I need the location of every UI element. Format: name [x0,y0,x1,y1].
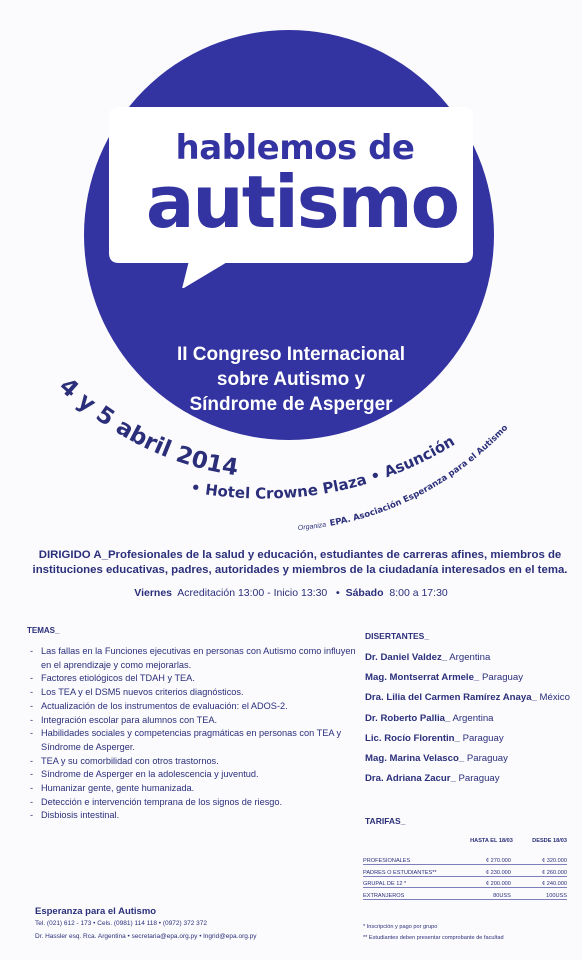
table-row [363,888,567,900]
list-item: - Detección e intervención temprana de los signos de riesgo. [29,796,359,810]
hero-title-small: hablemos de [175,128,415,168]
temas-heading: TEMAS_ [27,626,60,635]
speaker-country: Paraguay [462,732,504,744]
speaker-name: Mag. Marina Velasco_ [365,753,465,765]
fee-late: 100USS [523,888,567,900]
organizer-label: Organiza [297,521,327,532]
speaker-item [365,709,577,729]
fee-label: PADRES O ESTUDIANTES** [363,865,456,877]
speaker-name: Dra. Lilia del Carmen Ramírez Anaya_ [365,692,537,704]
speaker-country: Paraguay [466,753,508,765]
congress-line: II Congreso Internacional [176,344,406,365]
table-row [363,876,567,888]
speaker-country: Argentina [452,712,494,724]
fee-early: ¢ 230.000 [456,865,523,877]
list-item: - Síndrome de Asperger en la adolescencia y juventud. [29,768,359,782]
footer-phones: Tel. (021) 612 - 173 • Cels. (0981) 114 118 • (0972) 372 372 [35,920,207,927]
speaker-item [365,648,577,668]
schedule-day1-times: Acreditación 13:00 - Inicio 13:30 [177,587,328,599]
speaker-item [365,769,577,789]
fee-label: PROFESIONALES [363,853,456,865]
event-date: 4 y 5 abril 2014 [54,373,241,482]
speaker-country: México [539,692,570,704]
speaker-item [365,729,577,749]
footer-org-name: Esperanza para el Autismo [35,906,157,917]
list-item: - Humanizar gente, gente humanizada. [29,782,359,796]
schedule [0,587,582,599]
list-item: - Disbiosis intestinal. [29,809,359,823]
congress-line: sobre Autismo y [216,369,366,390]
speaker-item [365,688,577,708]
list-item: - Habilidades sociales y competencias pragmáticas en personas con TEA y Síndrome de Asperger. [29,727,359,754]
event-organizer [298,423,511,532]
list-item: - Actualización de los instrumentos de evaluación: el ADOS-2. [29,700,359,714]
list-item: - Factores etiológicos del TDAH y TEA. [29,672,359,686]
list-item: - Las fallas en la Funciones ejecutivas en personas con Autismo como influyen en el aprendizaje y como mejorarlas. [29,645,359,672]
speaker-name: Lic. Rocío Florentin_ [365,732,460,744]
speaker-country: Argentina [449,652,491,663]
hero-title-big: autismo [145,160,459,244]
list-item: - TEA y su comorbilidad con otros trastornos. [29,755,359,769]
temas-list [29,645,359,823]
speaker-name: Dr. Daniel Valdez_ [365,652,448,663]
schedule-day2-times: 8:00 a 17:30 [389,587,448,599]
fees-notes [363,920,578,945]
fee-late: ¢ 320.000 [523,853,567,865]
fee-early: ¢ 200.000 [456,876,523,888]
congress-line: Síndrome de Asperger [189,394,393,415]
congress-title [100,342,482,417]
organizer-name: EPA. Asociación Esperanza para el Autismo [328,423,511,529]
event-venue: • Hotel Crowne Plaza • Asunción [189,431,458,503]
schedule-day2: Sábado [345,587,384,599]
speaker-name: Dr. Roberto Pallia_ [365,712,451,724]
fee-note: ** Estudiantes deben presentar comprobante de facultad [363,935,504,941]
tarifas-heading: TARIFAS_ [365,816,406,826]
speaker-name: Mag. Montserrat Armele_ [365,672,480,684]
fees-table [363,838,567,900]
speaker-name: Dra. Adriana Zacur_ [365,773,456,785]
speaker-item [365,749,577,769]
speaker-country: Paraguay [458,773,500,785]
footer-address: Dr. Hassler esq. Rca. Argentina • secretaria@epa.org.py • lngrid@epa.org.py [35,933,257,940]
speaker-country: Paraguay [481,672,524,684]
fee-late: ¢ 240.000 [523,876,567,888]
table-row [363,865,567,877]
fees-header-early: HASTA EL 18/03 [470,838,513,844]
fee-note: * Inscripción y pago por grupo [363,924,438,930]
fee-label: GRUPAL DE 12 * [363,876,456,888]
speakers-list [365,648,577,789]
list-item: - Integración escolar para alumnos con TEA. [29,714,359,728]
speakers-heading: DISERTANTES_ [365,631,430,641]
fee-late: ¢ 260.000 [523,865,567,877]
fee-label: EXTRANJEROS [363,888,456,900]
audience-text: DIRIGIDO A_Profesionales de la salud y educación, estudiantes de carreras afines, miembros de instituciones educativas, padres, autoridades y miembros de la ciudadanía interesados en el tema. [32,549,568,576]
fees-header-late: DESDE 18/03 [532,838,567,844]
fee-early: 80USS [456,888,523,900]
fee-early: ¢ 270.000 [456,853,523,865]
table-row [363,853,567,865]
schedule-day1: Viernes [134,587,172,599]
fees-header-blank [363,838,456,853]
speaker-item [365,668,577,688]
schedule-separator: • [336,587,340,599]
list-item: - Los TEA y el DSM5 nuevos criterios diagnósticos. [29,686,359,700]
